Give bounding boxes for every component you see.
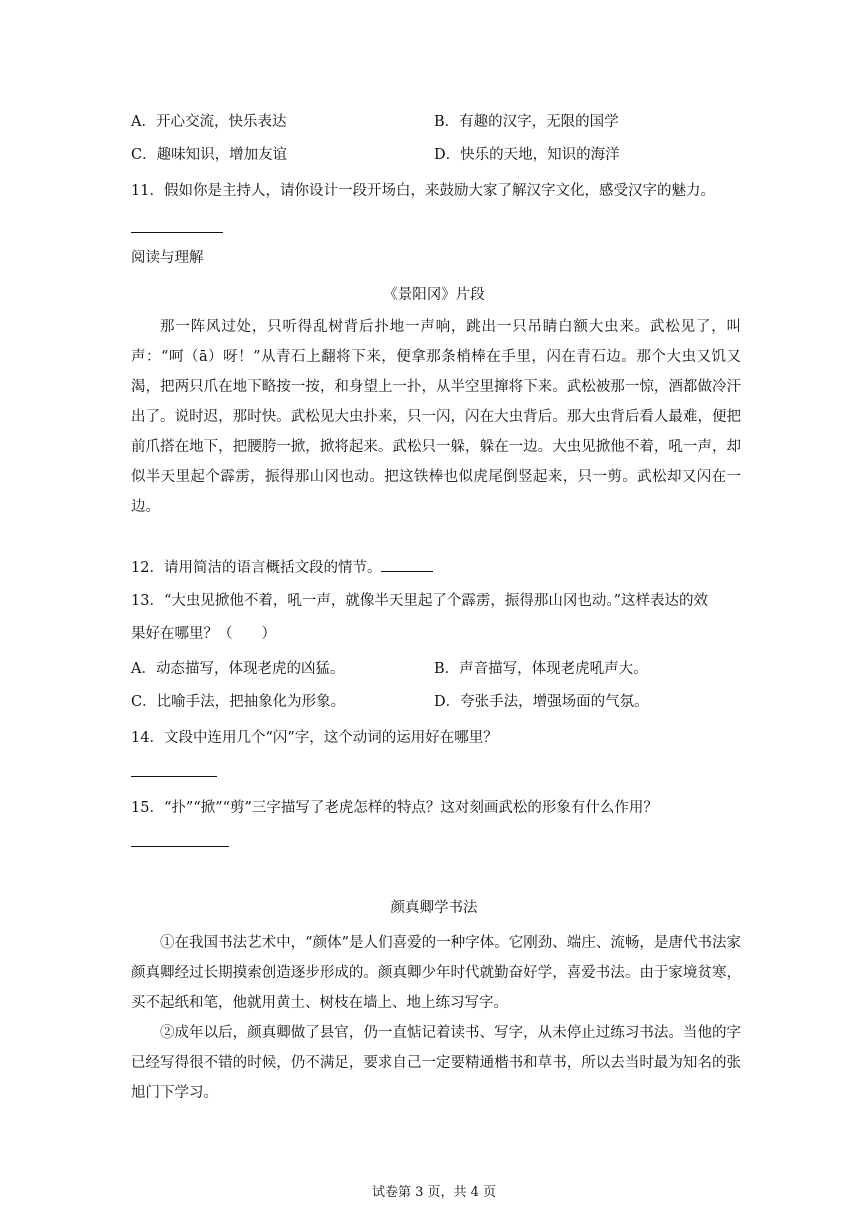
passage-1-title: 《景阳冈》片段	[383, 287, 485, 303]
passage-1-text: 那一阵风过处，只听得乱树背后扑地一声响，跳出一只吊睛白额大虫来。武松见了，叫声：“呵（ā）呀！”从青石上翻将下来，便拿那条梢棒在手里，闪在青石边。那个大虫又饥又渴，把两只爪在地下略按一按，和身望上一扑，从半空里撺将下来。武松被那一惊，酒都做冷汗出了。说时迟，那时快。武松见大虫扑来，只一闪，闪在大虫背后。那大虫背后看人最难，便把前爪搭在地下，把腰胯一掀，掀将起来。武松只一躲，躲在一边。大虫见掀他不着，吼一声，却似半天里起个霹雳，振得那山冈也动。把这铁棒也似虎尾倒竖起来，只一剪。武松却又闪在一边。	[131, 319, 741, 515]
question-13-line1: 13．“大虫见掀他不着，吼一声，就像半天里起了个霹雳，振得那山冈也动。”这样表达的效	[131, 593, 709, 609]
question-12	[131, 557, 433, 578]
question-14: 14．文段中连用几个“闪”字，这个动词的运用好在哪里？	[131, 730, 498, 746]
q11-answer-line	[131, 232, 223, 233]
q13-option-d: D．夸张手法，增强场面的气氛。	[434, 694, 649, 710]
question-12-text: 12．请用简洁的语言概括文段的情节。	[131, 560, 382, 576]
passage-2-title: 颜真卿学书法	[390, 900, 478, 916]
question-15: 15．“扑”“掀”“剪”三字描写了老虎怎样的特点？这对刻画武松的形象有什么作用？	[131, 800, 658, 816]
page-footer: 试卷第 3 页，共 4 页	[371, 1185, 497, 1200]
q13-option-c: C．比喻手法，把抽象化为形象。	[131, 694, 346, 710]
q14-answer-line	[131, 776, 217, 777]
q10-option-c: C．趣味知识，增加友谊	[131, 147, 288, 163]
q10-option-d: D．快乐的天地，知识的海洋	[434, 147, 620, 163]
q13-option-a: A．动态描写，体现老虎的凶猛。	[131, 661, 345, 677]
question-13-line2: 果好在哪里？（ ）	[131, 626, 276, 642]
q10-option-a: A．开心交流，快乐表达	[131, 114, 287, 130]
passage-1	[131, 312, 741, 522]
q10-option-b: B．有趣的汉字，无限的国学	[434, 114, 619, 130]
passage-2-paragraph-2: ②成年以后，颜真卿做了县官，仍一直惦记着读书、写字，从未停止过练习书法。当他的字已经写得很不错的时候，仍不满足，要求自己一定要精通楷书和草书，所以去当时最为知名的张旭门下学习。	[131, 1025, 741, 1101]
passage-2	[131, 928, 741, 1108]
passage-2-paragraph-1: ①在我国书法艺术中，“颜体”是人们喜爱的一种字体。它刚劲、端庄、流畅，是唐代书法家颜真卿经过长期摸索创造逐步形成的。颜真卿少年时代就勤奋好学，喜爱书法。由于家境贫寒，买不起纸和笔，他就用黄土、树枝在墙上、地上练习写字。	[131, 935, 741, 1011]
q13-option-b: B．声音描写，体现老虎吼声大。	[434, 661, 648, 677]
q15-answer-line	[131, 846, 229, 847]
section-heading: 阅读与理解	[131, 250, 204, 266]
q12-answer-line	[381, 557, 433, 572]
question-11: 11．假如你是主持人，请你设计一段开场白，来鼓励大家了解汉字文化，感受汉字的魅力。	[131, 183, 715, 199]
